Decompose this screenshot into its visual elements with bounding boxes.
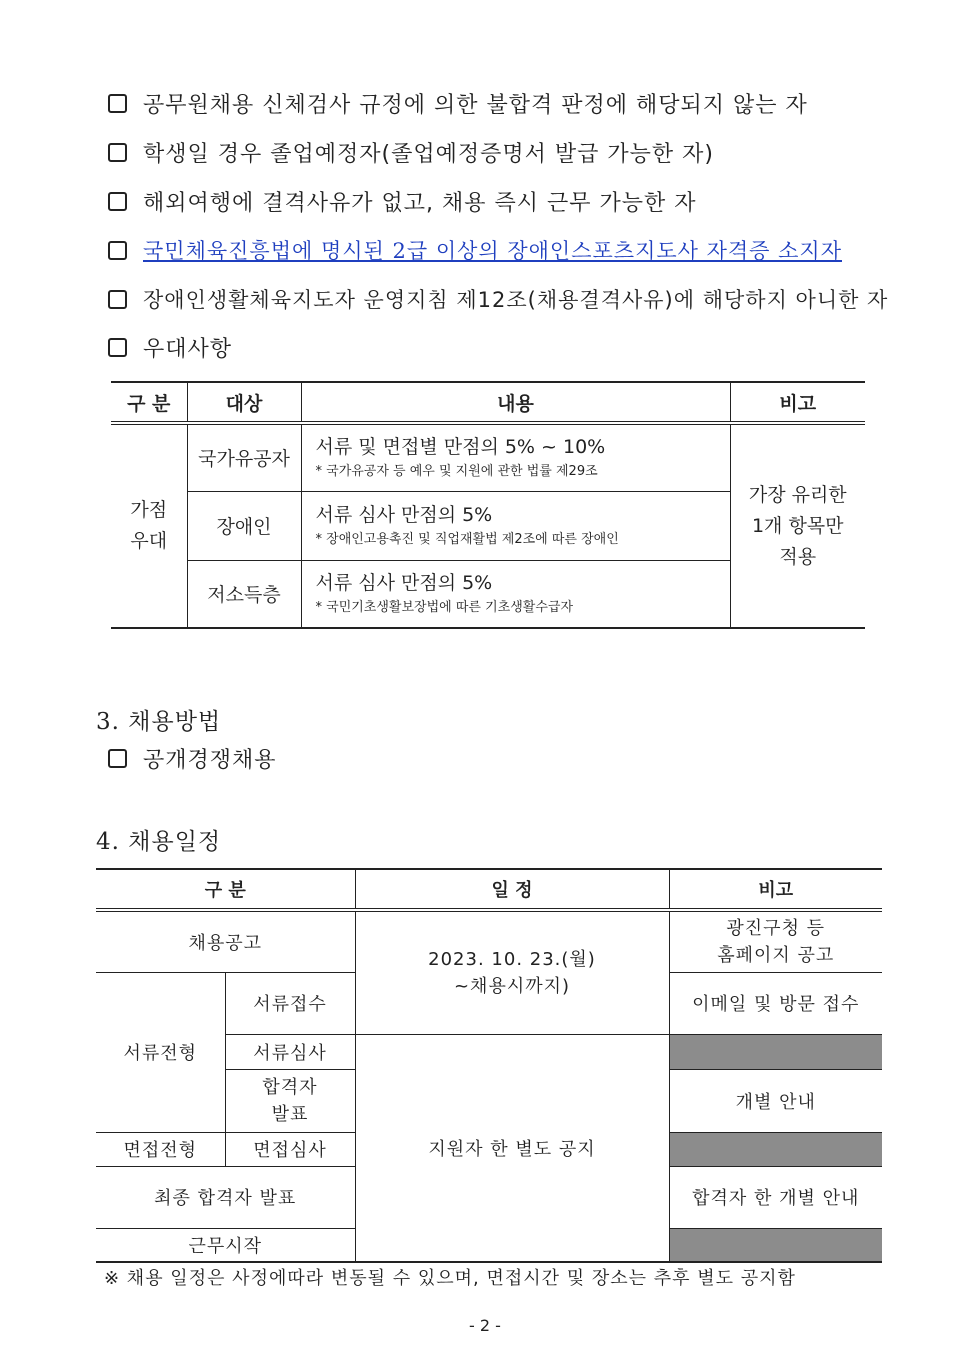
- requirement-text: 장애인생활체육지도자 운영지침 제12조(채용결격사유)에 해당하지 아니한 자: [143, 288, 889, 312]
- schedule-remark-final: 합격자 한 개별 안내: [669, 1166, 882, 1228]
- preference-target: 국가유공자: [187, 423, 301, 491]
- preference-content: [301, 491, 730, 560]
- schedule-footnote: ※ 채용 일정은 사정에따라 변동될 수 있으며, 면접시간 및 장소는 추후 별도 공지함: [104, 1268, 796, 1289]
- preference-target: 저소득층: [187, 560, 301, 628]
- schedule-header-remark: 비고: [669, 869, 882, 910]
- schedule-notice-separate: 지원자 한 별도 공지: [355, 1034, 669, 1262]
- schedule-doc-result: 합격자 발표: [225, 1069, 355, 1132]
- header-target: 대상: [187, 382, 301, 423]
- schedule-final-result: 최종 합격자 발표: [96, 1166, 355, 1228]
- header-category: 구 분: [111, 382, 187, 423]
- schedule-remark-empty: [669, 1132, 882, 1166]
- requirement-item: [108, 332, 232, 362]
- requirement-text: 학생일 경우 졸업예정자(졸업예정증명서 발급 가능한 자): [143, 141, 714, 167]
- schedule-doc-stage: 서류전형: [96, 972, 225, 1132]
- checkbox-icon: [108, 94, 127, 113]
- checkbox-icon: [108, 749, 127, 768]
- checkbox-icon: [108, 143, 127, 162]
- schedule-header-category: 구 분: [96, 869, 355, 910]
- requirement-item-highlighted: [108, 235, 842, 265]
- preference-content-main: 서류 심사 만점의 5%: [315, 503, 493, 526]
- requirement-text: 공무원채용 신체검사 규정에 의한 불합격 판정에 해당되지 않는 자: [143, 92, 808, 118]
- requirement-item: [108, 284, 888, 314]
- section-4-title: 4. 채용일정: [96, 829, 222, 855]
- preference-content: [301, 423, 730, 491]
- schedule-announce: 채용공고: [96, 910, 355, 972]
- checkbox-icon: [108, 338, 127, 357]
- preference-category: 가점 우대: [111, 423, 187, 628]
- header-remark: 비고: [730, 382, 865, 423]
- requirement-text-highlighted: 국민체육진흥법에 명시된 2급 이상의 장애인스포츠지도사 자격증 소지자: [143, 239, 842, 263]
- schedule-start-work: 근무시작: [96, 1228, 355, 1262]
- schedule-remark-receipt: 이메일 및 방문 접수: [669, 972, 882, 1034]
- preference-table: [111, 381, 865, 629]
- section-3-title: 3. 채용방법: [96, 709, 222, 735]
- schedule-interview-review: 면접심사: [225, 1132, 355, 1166]
- preference-content-note: * 장애인고용촉진 및 직업재활법 제2조에 따른 장애인: [315, 531, 619, 547]
- requirement-text: 해외여행에 결격사유가 없고, 채용 즉시 근무 가능한 자: [143, 190, 697, 216]
- schedule-remark-individual: 개별 안내: [669, 1069, 882, 1132]
- schedule-remark-empty: [669, 1034, 882, 1069]
- preference-content: [301, 560, 730, 628]
- header-content: 내용: [301, 382, 730, 423]
- schedule-remark-announce: 광진구청 등 홈페이지 공고: [669, 910, 882, 972]
- schedule-doc-review: 서류심사: [225, 1034, 355, 1069]
- checkbox-icon: [108, 290, 127, 309]
- checkbox-icon: [108, 241, 127, 260]
- preference-target: 장애인: [187, 491, 301, 560]
- preference-content-note: * 국가유공자 등 예우 및 지원에 관한 법률 제29조: [315, 463, 598, 479]
- requirement-item: [108, 137, 714, 167]
- requirement-text: 우대사항: [143, 336, 233, 362]
- preference-content-note: * 국민기초생활보장법에 따른 기초생활수급자: [315, 599, 573, 615]
- page-number: - 2 -: [469, 1316, 501, 1335]
- preference-remark: 가장 유리한 1개 항목만 적용: [730, 423, 865, 628]
- method-item: [108, 743, 277, 773]
- preference-content-main: 서류 심사 만점의 5%: [315, 571, 493, 594]
- schedule-interview-stage: 면접전형: [96, 1132, 225, 1166]
- schedule-date-range: 2023. 10. 23.(월) ~채용시까지): [355, 910, 669, 1034]
- schedule-header-date: 일 정: [355, 869, 669, 910]
- method-text: 공개경쟁채용: [143, 747, 277, 773]
- checkbox-icon: [108, 192, 127, 211]
- schedule-doc-receipt: 서류접수: [225, 972, 355, 1034]
- preference-content-main: 서류 및 면접별 만점의 5% ~ 10%: [315, 435, 606, 458]
- schedule-remark-empty: [669, 1228, 882, 1262]
- schedule-table: [96, 868, 882, 1263]
- requirement-item: [108, 88, 808, 118]
- requirement-item: [108, 186, 697, 216]
